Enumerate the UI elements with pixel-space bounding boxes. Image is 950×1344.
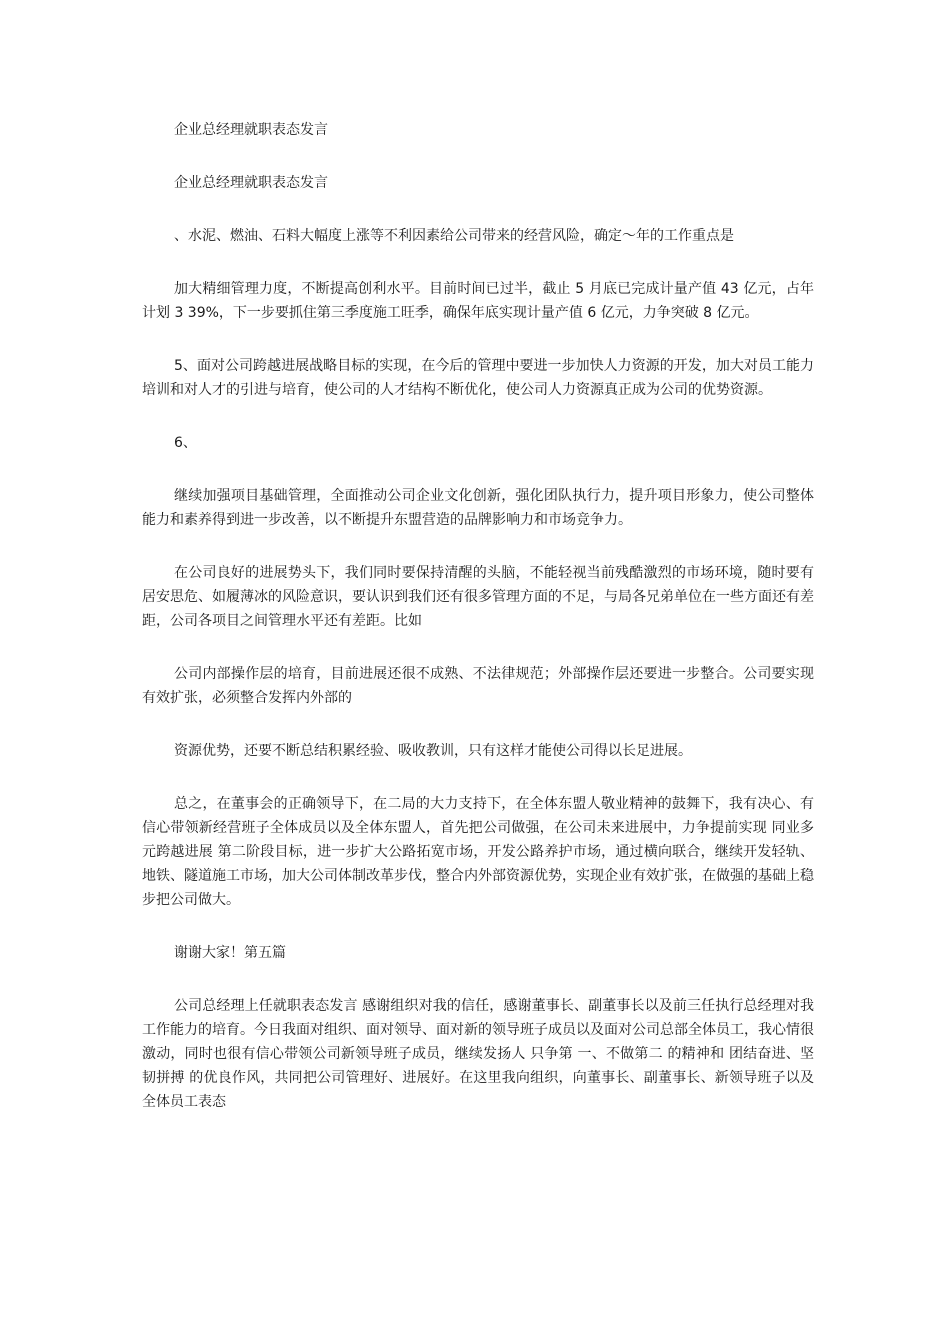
paragraph-3: 、水泥、燃油、石料大幅度上涨等不利因素给公司带来的经营风险，确定～年的工作重点是 xyxy=(174,228,734,244)
paragraph-8: 在公司良好的进展势头下，我们同时要保持清醒的头脑，不能轻视当前残酷激烈的市场环境，随时要有居安思危、如履薄冰的风险意识，要认识到我们还有很多管理方面的不足，与局各兄弟单位在一些方面还有差距，公司各项目之间管理水平还有差距。比如 xyxy=(142,565,814,629)
paragraph-10: 资源优势，还要不断总结积累经验、吸收教训，只有这样才能使公司得以长足进展。 xyxy=(174,743,692,759)
paragraph-12: 谢谢大家！第五篇 xyxy=(174,945,286,961)
heading-1: 企业总经理就职表态发言 xyxy=(174,122,328,138)
paragraph-13: 公司总经理上任就职表态发言 感谢组织对我的信任，感谢董事长、副董事长以及前三任执行总经理对我工作能力的培育。今日我面对组织、面对领导、面对新的领导班子成员以及面对公司总部全体员工，我心情很激动，同时也很有信心带领公司新领导班子成员，继续发扬人 只争第 一、不做第二 的精神和 团结奋进、坚韧拼搏 的优良作风，共同把公司管理好、进展好。在这里我向组织，向董事长、副董事长、新领导班子以及全体员工表态 xyxy=(142,998,814,1110)
paragraph-11: 总之，在董事会的正确领导下，在二局的大力支持下，在全体东盟人敬业精神的鼓舞下，我有决心、有信心带领新经营班子全体成员以及全体东盟人，首先把公司做强，在公司未来进展中，力争提前实现 同业多元跨越进展 第二阶段目标，进一步扩大公路拓宽市场，开发公路养护市场，通过横向联合，继续开发轻轨、地铁、隧道施工市场，加大公司体制改革步伐，整合内外部资源优势，实现企业有效扩张，在做强的基础上稳步把公司做大。 xyxy=(142,796,814,908)
paragraph-4: 加大精细管理力度，不断提高创利水平。目前时间已过半，截止 5 月底已完成计量产值 43 亿元，占年计划 3 39%，下一步要抓住第三季度施工旺季，确保年底实现计量产值 6 亿元，力争突破 8 亿元。 xyxy=(142,281,814,321)
paragraph-5: 5、面对公司跨越进展战略目标的实现，在今后的管理中要进一步加快人力资源的开发，加大对员工能力培训和对人才的引进与培育，使公司的人才结构不断优化，使公司人力资源真正成为公司的优势资源。 xyxy=(142,358,814,398)
heading-2: 企业总经理就职表态发言 xyxy=(174,175,328,191)
paragraph-6: 6、 xyxy=(174,435,197,451)
paragraph-7: 继续加强项目基础管理，全面推动公司企业文化创新，强化团队执行力，提升项目形象力，使公司整体能力和素养得到进一步改善，以不断提升东盟营造的品牌影响力和市场竞争力。 xyxy=(142,488,814,528)
paragraph-9: 公司内部操作层的培育，目前进展还很不成熟、不法律规范；外部操作层还要进一步整合。公司要实现有效扩张，必须整合发挥内外部的 xyxy=(142,666,814,706)
